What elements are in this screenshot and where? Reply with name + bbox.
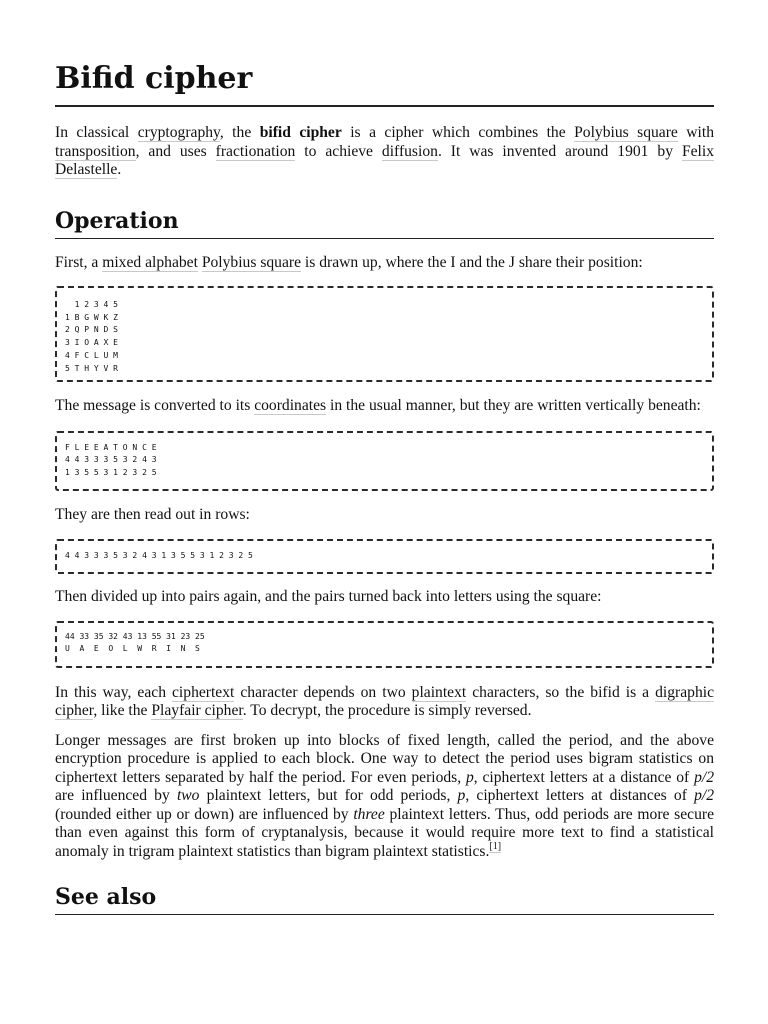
- link-coordinates[interactable]: coordinates: [254, 397, 327, 414]
- pairs-code-block: 44 33 35 32 43 13 55 31 23 25 U A E O L W R I N S: [55, 621, 714, 668]
- reference-link[interactable]: [1]: [489, 841, 502, 853]
- polybius-square-code-block: 1 2 3 4 5 1 B G W K Z 2 Q P N D S 3 I O A X E 4 F C L U M 5 T H Y V R: [55, 286, 714, 382]
- link-polybius-square[interactable]: Polybius square: [201, 253, 302, 271]
- section-heading-see-also: See also: [55, 882, 714, 915]
- bold-term: bifid cipher: [259, 124, 342, 141]
- link-felix-delastelle[interactable]: Felix Delastelle: [55, 142, 715, 178]
- link-mixed-alphabet[interactable]: mixed alphabet: [102, 253, 198, 271]
- link-diffusion[interactable]: diffusion: [381, 142, 438, 160]
- operation-paragraph-2: The message is converted to its coordinates in the usual manner, but they are written vertically beneath:: [55, 397, 701, 414]
- link-plaintext[interactable]: plaintext: [411, 683, 467, 701]
- link-polybius-square[interactable]: Polybius square: [574, 124, 678, 141]
- coordinates-code-block: F L E E A T O N C E 4 4 3 3 3 5 3 2 4 3 1 3 5 5 3 1 2 3 2 5: [55, 431, 714, 491]
- link-fractionation[interactable]: fractionation: [215, 142, 296, 160]
- link-cryptography[interactable]: cryptography: [137, 124, 220, 141]
- operation-paragraph-5: In this way, each ciphertext character depends on two plaintext characters, so the bifid is a digraphic cipher, like the Playfair cipher. To decrypt, the procedure is simply reversed.: [55, 683, 714, 719]
- rows-code-block: 4 4 3 3 3 5 3 2 4 3 1 3 5 5 3 1 2 3 2 5: [55, 539, 714, 574]
- operation-paragraph-1: First, a mixed alphabet Polybius square is drawn up, where the I and the J share their position:: [55, 253, 643, 271]
- operation-paragraph-3: They are then read out in rows:: [55, 505, 250, 523]
- section-heading-operation: Operation: [55, 206, 714, 239]
- link-digraphic-cipher[interactable]: digraphic cipher: [55, 683, 714, 719]
- link-ciphertext[interactable]: ciphertext: [172, 683, 235, 701]
- operation-paragraph-6: Longer messages are first broken up into blocks of fixed length, called the period, and the above encryption procedure is applied to each block. One way to detect the period uses bigram statistics on ciphertext letters separated by half the period. For even periods, p, ciphertext letters at a distance of p/2 are influenced by two plaintext letters, but for odd periods, p, ciphertext letters at distances of p/2 (rounded either up or down) are influenced by three plaintext letters. Thus, odd periods are more secure than even against this form of cryptanalysis, because it would require more text to find a statistical anomaly in trigram plaintext statistics than bigram plaintext statistics.[1]: [55, 731, 715, 860]
- intro-paragraph: In classical cryptography, the bifid cipher is a cipher which combines the Polybius square with transposition, and uses fractionation to achieve diffusion. It was invented around 1901 by Felix Delastelle.: [55, 124, 715, 178]
- article: [55, 50, 714, 915]
- operation-paragraph-4: Then divided up into pairs again, and the pairs turned back into letters using the square:: [55, 588, 602, 605]
- link-transposition[interactable]: transposition: [55, 142, 136, 160]
- link-playfair-cipher[interactable]: Playfair cipher: [151, 702, 243, 719]
- page-title: Bifid cipher: [55, 50, 714, 107]
